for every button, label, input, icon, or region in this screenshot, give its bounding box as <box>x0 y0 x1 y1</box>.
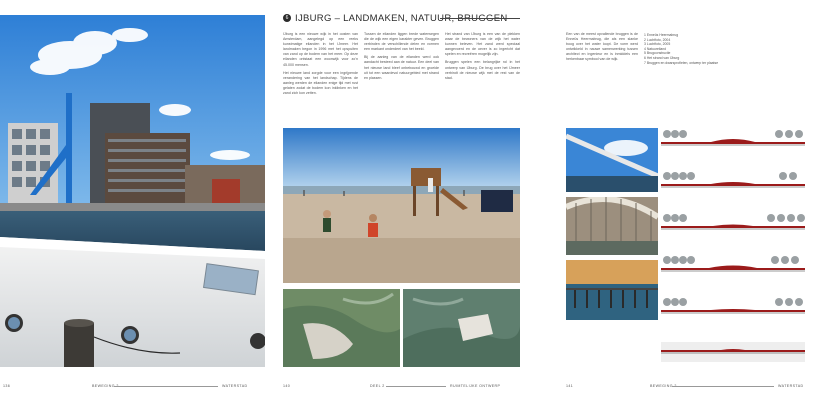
footer-section: WATERSTAD <box>778 384 804 388</box>
footer-rule <box>672 386 774 387</box>
footer-rule <box>114 386 218 387</box>
text-column-3 <box>445 32 520 84</box>
paragraph: IJburg is een nieuwe wijk in het oosten van Amsterdam, aangelegd op een reeks kunstmatige eilanden in het IJmeer. Het landmaken begon in 1996 met het opspuiten van zand op de bodem van het meer. Op deze eilanden ontstaat een woonwijk voor zo'n 45.000 mensen. <box>283 32 358 67</box>
footer-page-number: 136 <box>3 384 11 388</box>
bridge-section-6 <box>661 338 805 366</box>
aerial-photo-2 <box>403 289 520 367</box>
harbour-photo <box>0 15 265 367</box>
bridge-photo-1 <box>566 128 658 192</box>
caption-item: 5 Brugconstructie <box>644 51 671 56</box>
title-rule <box>440 18 520 19</box>
section-title-text: IJBURG – LANDMAKEN, NATUUR, BRUGGEN <box>295 12 508 24</box>
beach-photo <box>283 128 520 283</box>
caption-item: 1 Enneüs Heermabrug <box>644 33 679 37</box>
text-column-2 <box>364 32 439 84</box>
bridge-photo-3 <box>566 260 658 320</box>
paragraph: Een van de meest opvallende bruggen is de Enneüs Heermabrug, die als een slanke boog over het water loopt. De vorm werd ontwikkeld in nauwe samenwerking tussen architect en ingenieur en is inmiddels een herkenbaar symbool van de wijk. <box>566 32 638 62</box>
footer-page-number: 140 <box>283 384 291 388</box>
bridge-section-5 <box>661 296 805 318</box>
text-column-4 <box>566 32 638 66</box>
bridge-section-4 <box>661 254 805 276</box>
caption-item: 4 Natuureiland <box>644 46 667 51</box>
footer-chapter: DEEL 2 <box>370 384 385 388</box>
caption-list <box>644 33 724 65</box>
caption-item: 3 Luchtfoto, 2005 <box>644 42 671 47</box>
bridge-photo-2 <box>566 197 658 255</box>
caption-item: 7 Bruggen en dwarsprofielen, ontwerp ter plaatse <box>644 60 719 65</box>
footer-chapter: BEWEGING 2 <box>92 384 119 388</box>
section-number-badge: 6 <box>283 14 291 22</box>
caption-item: 6 Het strand van IJburg <box>644 55 680 60</box>
aerial-photo-1 <box>283 289 400 367</box>
footer-section: WATERSTAD <box>222 384 248 388</box>
caption-item: 2 Luchtfoto, 2004 <box>644 37 671 42</box>
paragraph: Bij de aanleg van de eilanden werd ook aandacht besteed aan de natuur. Een deel van het nieuwe land bleef onbebouwd en groeide uit tot een waardevol natuurgebied met strand en plassen. <box>364 55 439 80</box>
footer-rule <box>386 386 446 387</box>
bridge-section-3 <box>661 212 805 234</box>
paragraph: Tussen de eilanden liggen brede waterwegen die de wijk een eigen karakter geven. Bruggen verbinden de verschillende delen en vormen een markant onderdeel van het beeld. <box>364 32 439 52</box>
footer-page-number: 141 <box>566 384 574 388</box>
paragraph: Het nieuwe land zorgde voor een ingrijpende verandering van het landschap. Tijdens de aanleg werden de eilanden enige tijd met rust gelaten zodat de bodem kon inklinken en het zand zich kon zetten. <box>283 70 358 96</box>
paragraph: Het strand van IJburg is een van de plekken waar de bewoners van de wijk het water kunnen beleven. Het zand werd speciaal aangevoerd en de oever is zo ingericht dat spelen en recreëren mogelijk zijn. <box>445 32 520 57</box>
bridge-section-2 <box>661 170 805 192</box>
footer-chapter: BEWEGING 2 <box>650 384 677 388</box>
footer-section: RUIMTELIJKE ONTWERP <box>450 384 501 388</box>
bridge-section-1 <box>661 128 805 150</box>
text-column-1 <box>283 32 358 99</box>
paragraph: Bruggen spelen een belangrijke rol in het ontwerp van IJburg. De brug over het IJmeer verbindt de nieuwe wijk met de rest van de stad. <box>445 60 520 80</box>
